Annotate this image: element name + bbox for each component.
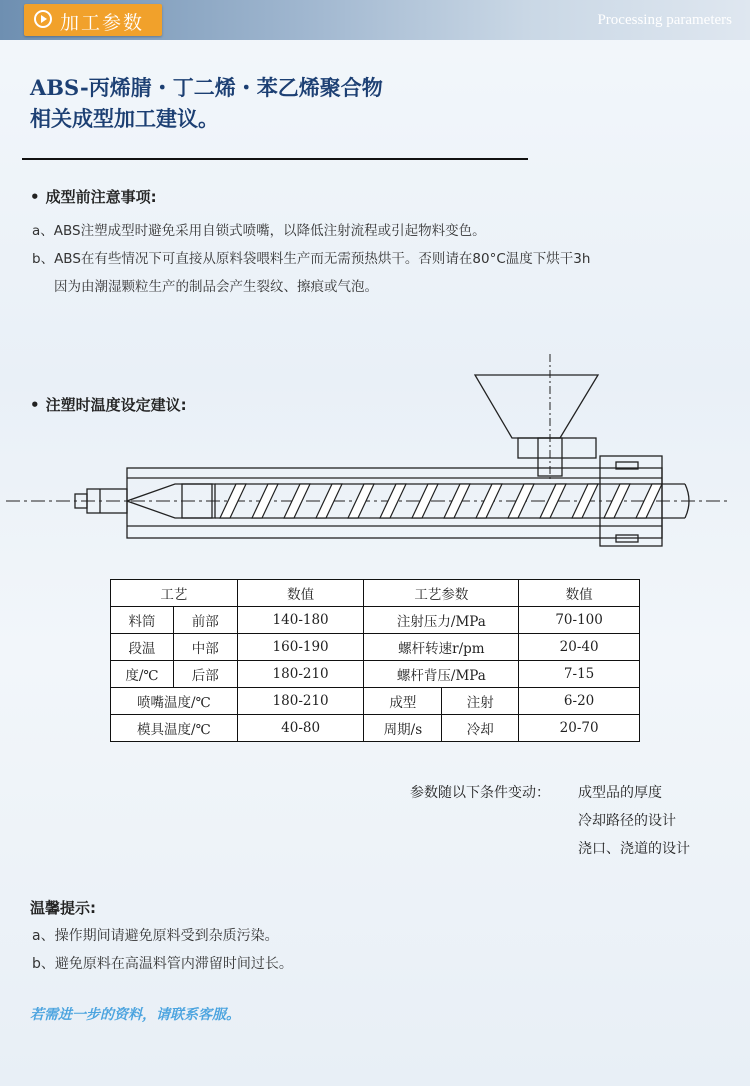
table-cell: 前部 bbox=[173, 607, 237, 634]
tips-heading: 温馨提示: bbox=[30, 899, 96, 917]
table-cell: 20-40 bbox=[519, 634, 640, 661]
table-cell: 7-15 bbox=[519, 661, 640, 688]
contact-note: 若需进一步的资料，请联系客服。 bbox=[30, 1007, 240, 1023]
table-cell: 140-180 bbox=[237, 607, 364, 634]
title-line-2: 相关成型加工建议。 bbox=[30, 106, 219, 131]
pre-molding-item-b: b、ABS在有些情况下可直接从原料袋喂料生产而无需预热烘干。否则请在80°C温度下烘干3h bbox=[32, 251, 591, 267]
table-row bbox=[111, 715, 640, 742]
table-header: 工艺 bbox=[111, 580, 238, 607]
section-tag bbox=[24, 4, 162, 36]
bullet-icon: • bbox=[30, 188, 40, 206]
table-cell: 160-190 bbox=[237, 634, 364, 661]
barrel-label-2: 段温 bbox=[111, 634, 174, 661]
table-row bbox=[111, 661, 640, 688]
table-cell: 喷嘴温度/℃ bbox=[111, 688, 238, 715]
table-row bbox=[111, 688, 640, 715]
cycle-label-1: 成型 bbox=[364, 688, 442, 715]
pre-molding-heading-text: 成型前注意事项: bbox=[45, 188, 157, 206]
parameters-table bbox=[110, 579, 640, 742]
table-cell: 后部 bbox=[173, 661, 237, 688]
condition-item: 浇口、浇道的设计 bbox=[578, 841, 690, 857]
english-title: Processing parameters bbox=[597, 12, 732, 28]
condition-item: 成型品的厚度 bbox=[578, 785, 662, 801]
table-cell: 中部 bbox=[173, 634, 237, 661]
tip-item: a、操作期间请避免原料受到杂质污染。 bbox=[32, 928, 279, 944]
title-line-1: ABS-丙烯腈・丁二烯・苯乙烯聚合物 bbox=[30, 75, 383, 100]
bullet-icon: • bbox=[30, 396, 40, 414]
table-header: 数值 bbox=[237, 580, 364, 607]
injection-screw-diagram bbox=[0, 340, 750, 560]
table-header: 数值 bbox=[519, 580, 640, 607]
pre-molding-heading bbox=[30, 186, 157, 207]
table-cell: 180-210 bbox=[237, 661, 364, 688]
temp-setting-heading-text: 注塑时温度设定建议: bbox=[45, 396, 187, 414]
table-cell: 40-80 bbox=[237, 715, 364, 742]
table-cell: 20-70 bbox=[519, 715, 640, 742]
table-cell: 冷却 bbox=[442, 715, 519, 742]
table-cell: 螺杆背压/MPa bbox=[364, 661, 519, 688]
table-cell: 注射 bbox=[442, 688, 519, 715]
table-cell: 180-210 bbox=[237, 688, 364, 715]
barrel-label-3: 度/℃ bbox=[111, 661, 174, 688]
title-divider bbox=[22, 158, 528, 160]
table-cell: 70-100 bbox=[519, 607, 640, 634]
page-title bbox=[30, 72, 383, 134]
tip-item: b、避免原料在高温料管内滞留时间过长。 bbox=[32, 956, 293, 972]
play-circle-icon bbox=[34, 10, 52, 28]
section-tag-label: 加工参数 bbox=[60, 12, 145, 34]
conditions-label: 参数随以下条件变动： bbox=[410, 785, 550, 801]
table-cell: 注射压力/MPa bbox=[364, 607, 519, 634]
table-header-row bbox=[111, 580, 640, 607]
cycle-label-2: 周期/s bbox=[364, 715, 442, 742]
pre-molding-item-b-cont: 因为由潮湿颗粒生产的制品会产生裂纹、擦痕或气泡。 bbox=[54, 279, 378, 295]
barrel-label-1: 料筒 bbox=[111, 607, 174, 634]
table-cell: 螺杆转速r/pm bbox=[364, 634, 519, 661]
table-cell: 模具温度/℃ bbox=[111, 715, 238, 742]
header-bar bbox=[0, 0, 750, 40]
table-cell: 6-20 bbox=[519, 688, 640, 715]
table-header: 工艺参数 bbox=[364, 580, 519, 607]
table-row bbox=[111, 634, 640, 661]
pre-molding-item-a: a、ABS注塑成型时避免采用自锁式喷嘴，以降低注射流程或引起物料变色。 bbox=[32, 223, 486, 239]
table-row bbox=[111, 607, 640, 634]
condition-item: 冷却路径的设计 bbox=[578, 813, 676, 829]
